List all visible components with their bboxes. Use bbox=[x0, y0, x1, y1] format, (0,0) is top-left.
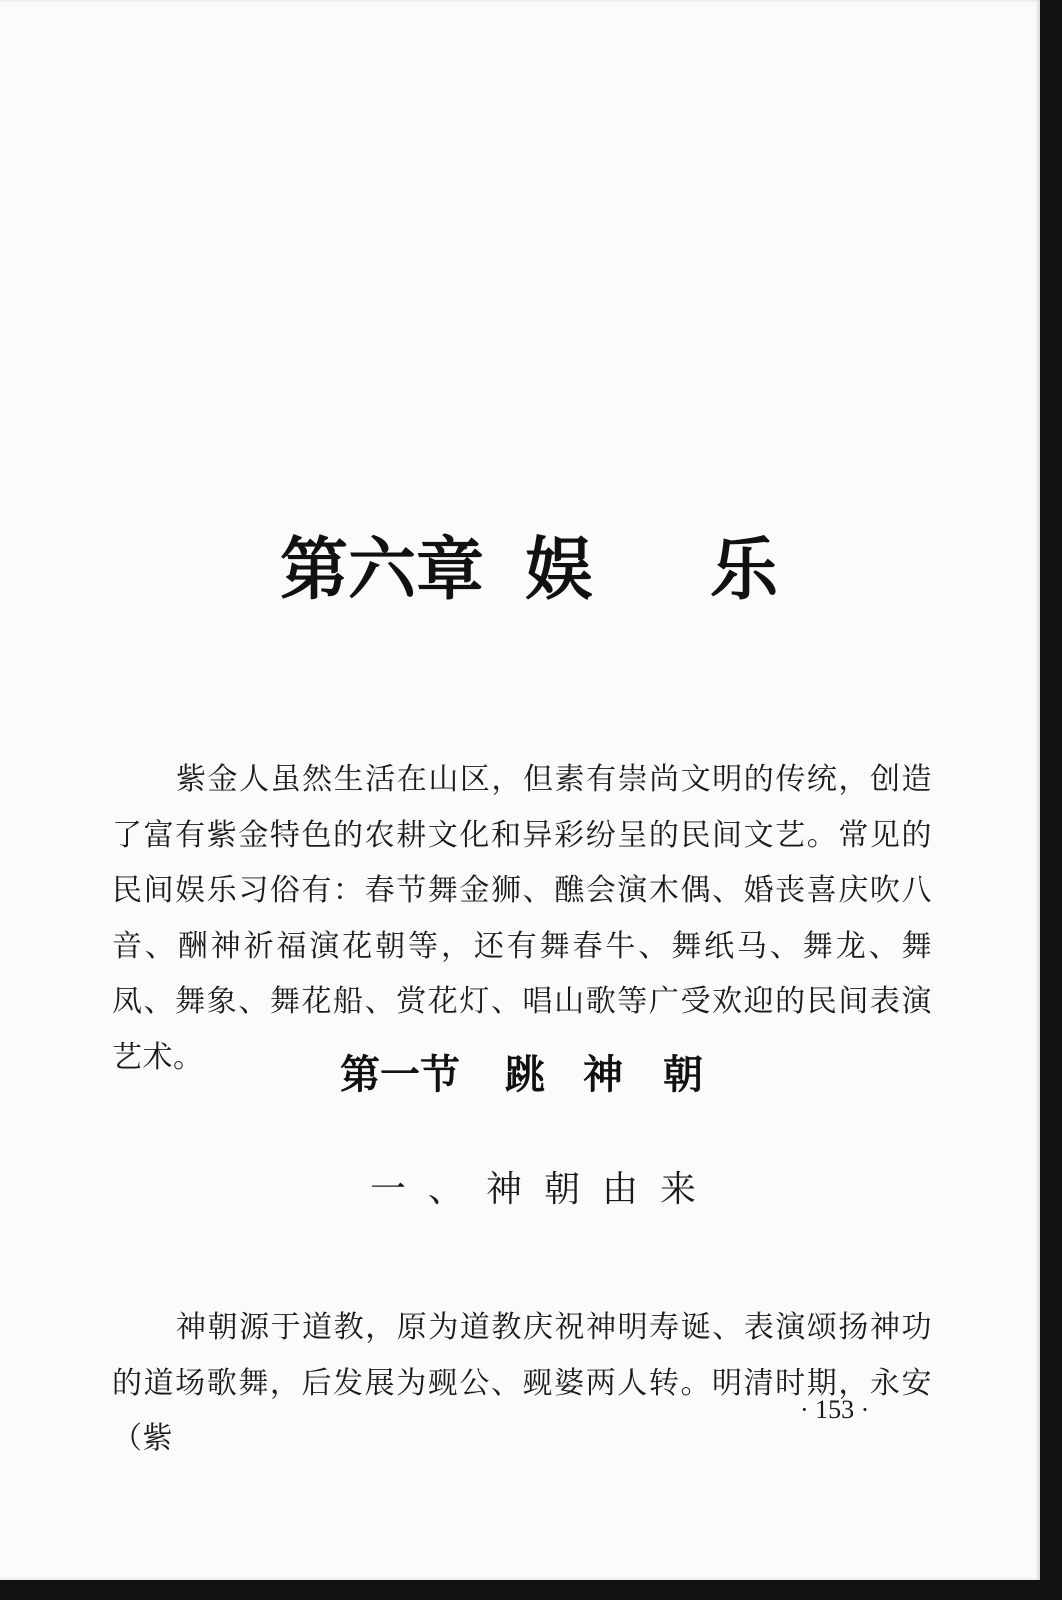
subsection-title: 一、神朝由来 bbox=[370, 1169, 719, 1210]
section-number: 第一节 bbox=[340, 1051, 460, 1098]
section-title-char-2: 神 bbox=[583, 1051, 623, 1098]
chapter-title-char-2: 乐 bbox=[710, 530, 779, 610]
section-title-char-3: 朝 bbox=[663, 1051, 703, 1098]
page-number: · 153 · bbox=[800, 1395, 870, 1424]
intro-paragraph: 紫金人虽然生活在山区，但素有崇尚文明的传统，创造了富有紫金特色的农耕文化和异彩纷呈的民间文艺。常见的民间娱乐习俗有：春节舞金狮、醮会演木偶、婚丧喜庆吹八音、酬神祈福演花朝等，还有舞春牛、舞纸马、舞龙、舞凤、舞象、舞花船、赏花灯、唱山歌等广受欢迎的民间表演艺术。 bbox=[112, 762, 932, 1075]
chapter-title bbox=[280, 525, 800, 615]
origin-paragraph: 神朝源于道教，原为道教庆祝神明寿诞、表演颂扬神功的道场歌舞，后发展为觋公、觋婆两人转。明清时期，永安（紫 bbox=[112, 1310, 932, 1456]
section-title-char-1: 跳 bbox=[505, 1051, 545, 1098]
section-title bbox=[340, 1040, 740, 1110]
chapter-number: 第六章 bbox=[280, 530, 485, 610]
chapter-title-char-1: 娱 bbox=[525, 530, 594, 610]
